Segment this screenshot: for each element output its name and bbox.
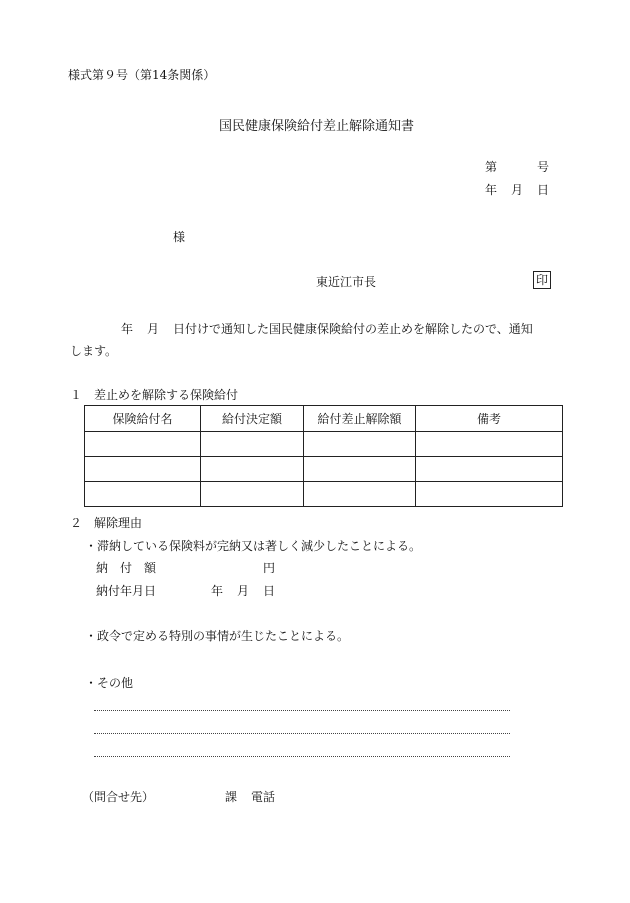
table-row <box>85 482 563 507</box>
table-header-row <box>85 406 563 432</box>
paid-date-month: 月 <box>237 584 250 598</box>
issuer-name: 東近江市長 <box>316 275 377 289</box>
table-cell <box>201 457 304 482</box>
contact-phone: 電話 <box>251 790 276 804</box>
table-cell <box>416 432 563 457</box>
paid-date-label: 納付年月日 <box>96 584 157 598</box>
doc-no-suffix: 号 <box>537 160 550 174</box>
table-cell <box>85 482 201 507</box>
blank-line <box>94 710 510 711</box>
reason-3: ・その他 <box>85 676 134 690</box>
reason-1: ・滞納している保険料が完納又は著しく減少したことによる。 <box>85 539 422 553</box>
body-month: 月 <box>147 322 160 336</box>
table-row <box>85 432 563 457</box>
column-header: 給付差止解除額 <box>304 406 416 432</box>
table-cell <box>304 432 416 457</box>
document-title: 国民健康保険給付差止解除通知書 <box>219 119 415 134</box>
blank-line <box>94 733 510 734</box>
table-cell <box>85 432 201 457</box>
table-cell <box>304 457 416 482</box>
reason-2: ・政令で定める特別の事情が生じたことによる。 <box>85 629 350 643</box>
table-cell <box>304 482 416 507</box>
section2-heading: ２ 解除理由 <box>70 516 143 530</box>
paid-date-year: 年 <box>211 584 224 598</box>
contact-label: （問合せ先） <box>82 790 155 804</box>
date-year: 年 <box>485 183 498 197</box>
table-cell <box>416 457 563 482</box>
date-day: 日 <box>537 183 550 197</box>
body-year: 年 <box>121 322 134 336</box>
body-line-2: します。 <box>70 344 118 358</box>
table-cell <box>85 457 201 482</box>
addressee-suffix: 様 <box>173 230 186 244</box>
seal-mark: 印 <box>533 271 551 289</box>
paid-date-day: 日 <box>263 584 276 598</box>
benefits-table <box>84 405 563 507</box>
table-row <box>85 457 563 482</box>
blank-line <box>94 756 510 757</box>
doc-no-prefix: 第 <box>485 160 498 174</box>
table-cell <box>201 482 304 507</box>
column-header: 給付決定額 <box>201 406 304 432</box>
yen-label: 円 <box>263 561 276 575</box>
paid-amount-label: 納 付 額 <box>96 561 157 575</box>
section1-heading: １ 差止めを解除する保険給付 <box>70 388 239 402</box>
column-header: 備考 <box>416 406 563 432</box>
column-header: 保険給付名 <box>85 406 201 432</box>
contact-dept: 課 <box>225 790 238 804</box>
form-number: 様式第９号（第14条関係） <box>68 68 216 82</box>
table-cell <box>201 432 304 457</box>
date-month: 月 <box>511 183 524 197</box>
body-line-1: 日付けで通知した国民健康保険給付の差止めを解除したので、通知 <box>173 322 533 336</box>
table-cell <box>416 482 563 507</box>
